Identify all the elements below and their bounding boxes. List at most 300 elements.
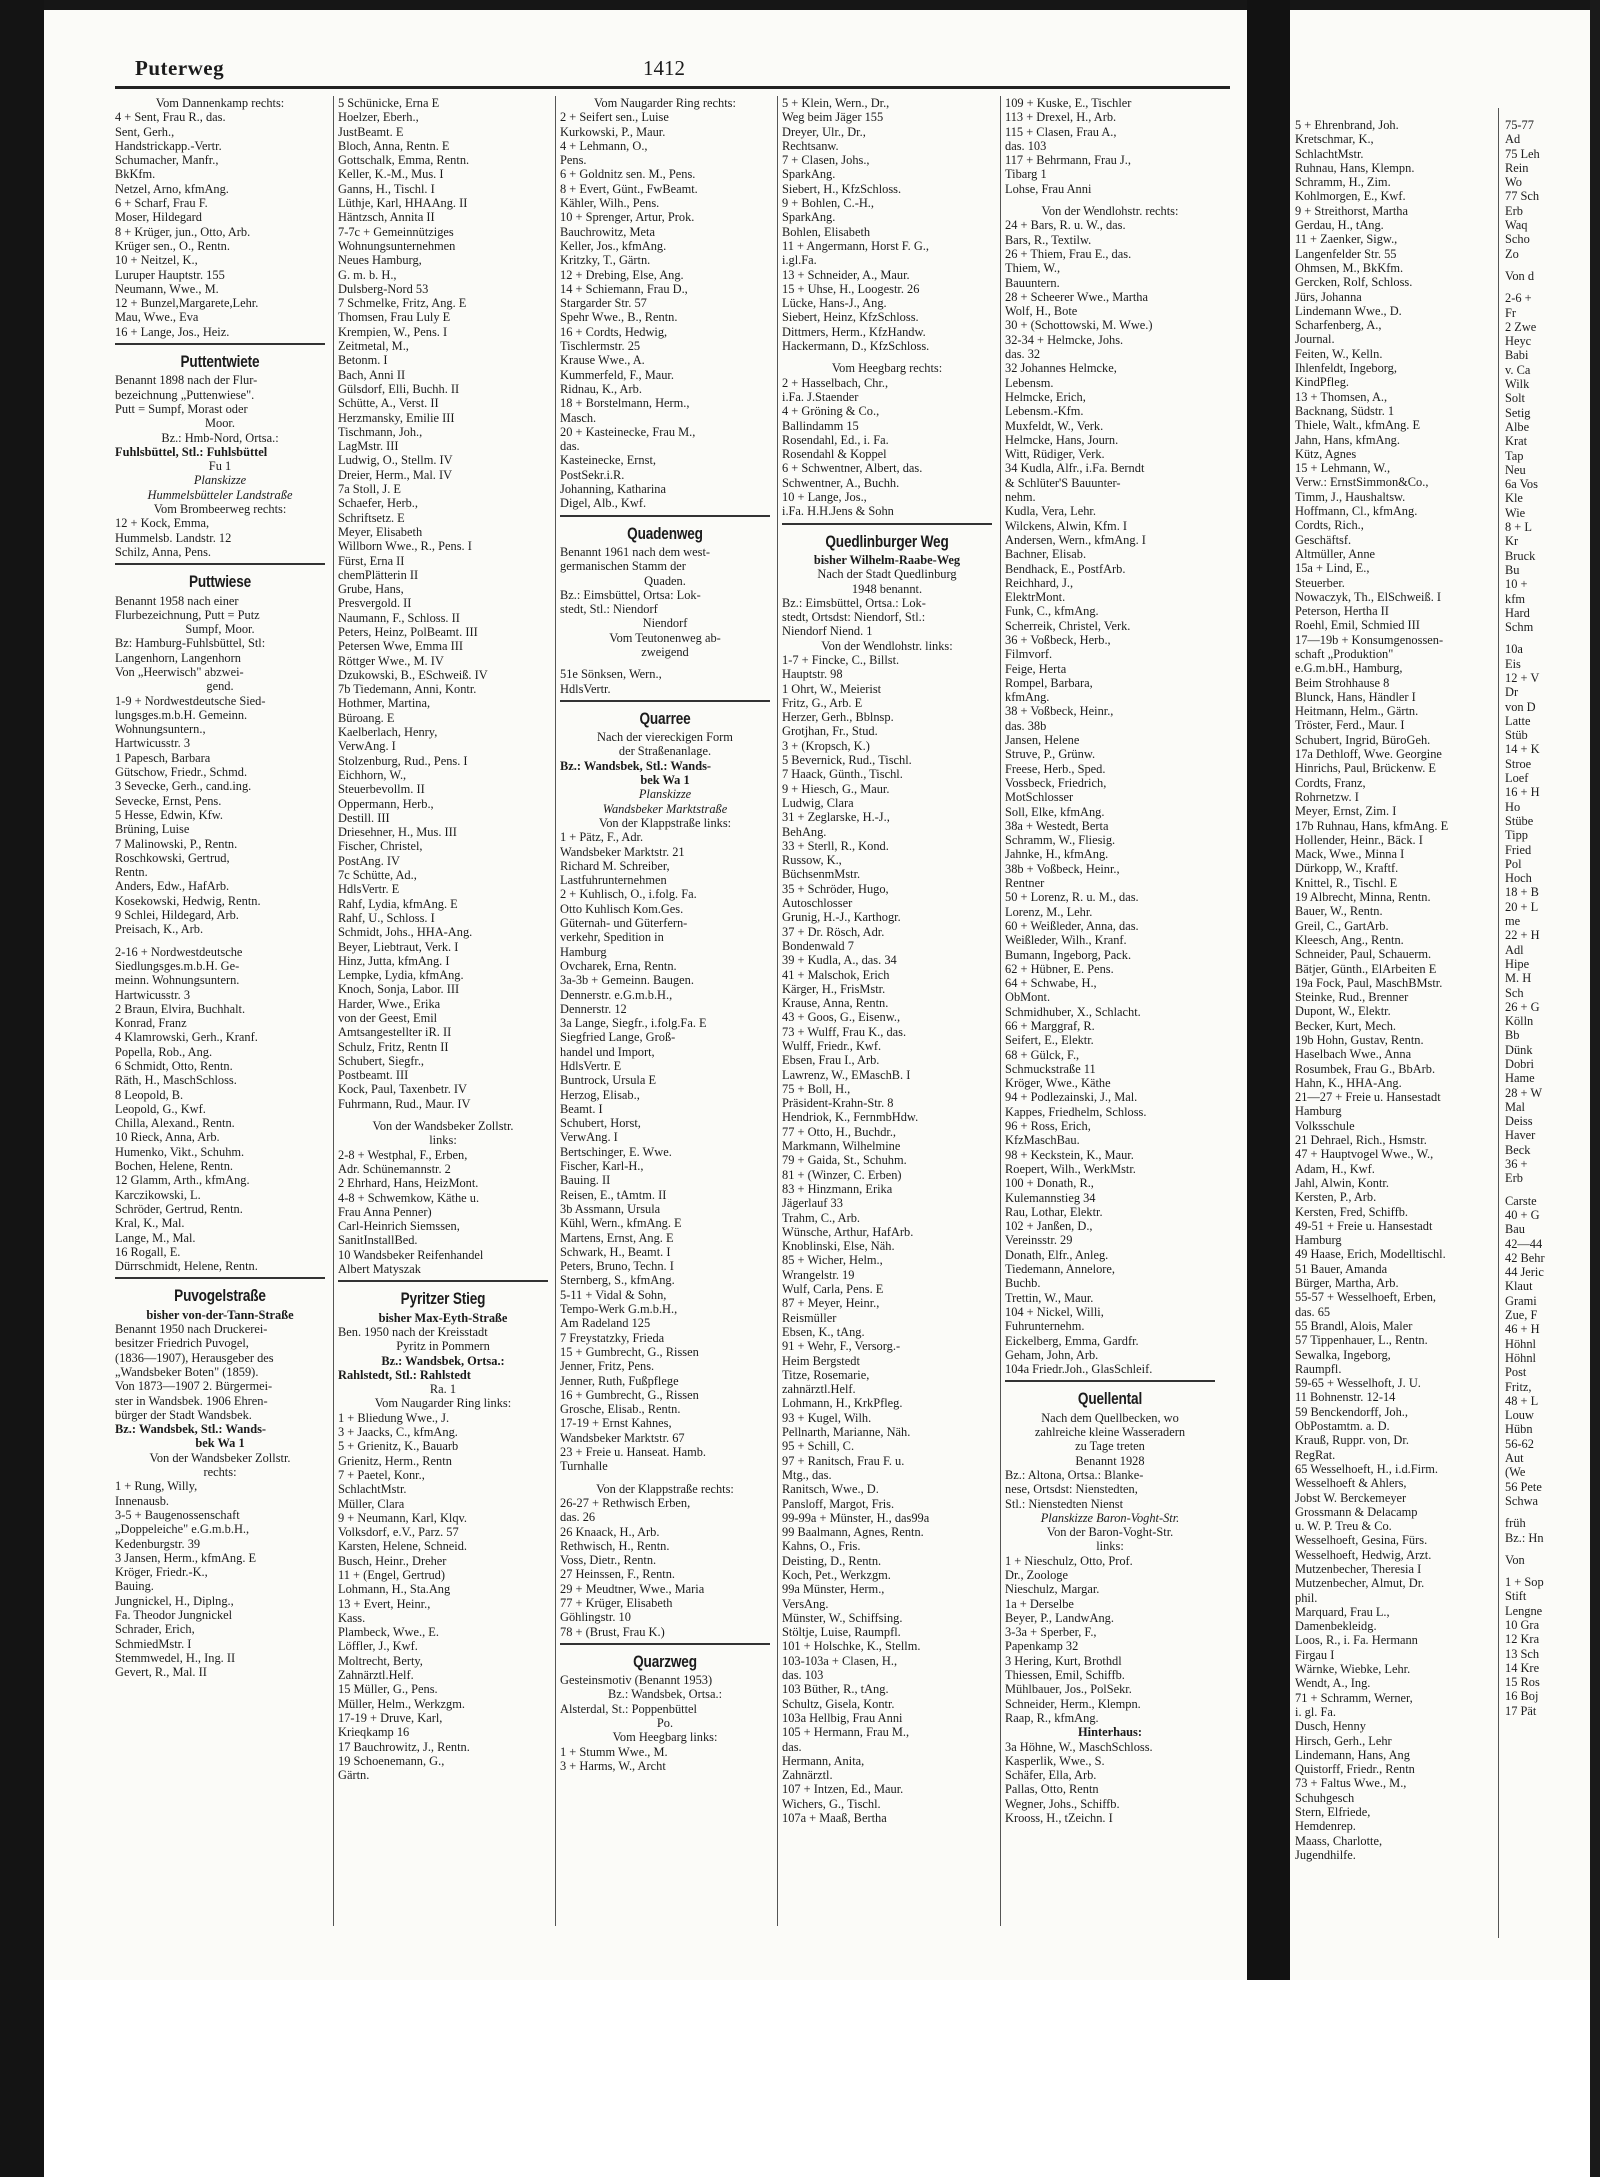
facing-page-entry: Ohmsen, M., BkKfm. — [1295, 260, 1404, 275]
directory-column-5 — [1005, 96, 1215, 1976]
facing-page-entry: phil. — [1295, 1590, 1318, 1605]
facing-page-entry: (We — [1505, 1465, 1526, 1480]
directory-entry: Lohmann, H., KrkPfleg. — [782, 1396, 903, 1411]
facing-page-entry: Backnang, Südstr. 1 — [1295, 403, 1395, 418]
facing-page-entry: Aut — [1505, 1451, 1524, 1466]
directory-entry: Harder, Wwe., Erika — [338, 996, 441, 1011]
directory-entry: Wilckens, Alwin, Kfm. I — [1005, 518, 1128, 533]
facing-page-entry — [1505, 634, 1590, 642]
directory-entry: SparkAng. — [782, 167, 836, 182]
directory-entry: Jenner, Ruth, Fußpflege — [560, 1373, 679, 1388]
directory-entry: Ludwig, Clara — [782, 795, 854, 810]
directory-entry: bisher Wilhelm-Raabe-Weg — [813, 552, 961, 567]
facing-page-entry: 11 Bohnenstr. 12-14 — [1295, 1390, 1396, 1405]
facing-page-entry: 13 + Thomsen, A., — [1295, 389, 1388, 404]
directory-entry: 3 + Jaacks, C., kfmAng. — [338, 1425, 458, 1440]
directory-entry: Filmvorf. — [1005, 647, 1053, 662]
directory-entry: Destill. III — [338, 810, 390, 825]
directory-entry: Zeitmetal, M., — [338, 339, 409, 354]
directory-entry: JustBeamt. E — [338, 124, 404, 139]
directory-entry: Bauchrowitz, Meta — [560, 224, 655, 239]
directory-entry: Pens. — [560, 153, 587, 168]
directory-entry: 9 + Bohlen, C.-H., — [782, 196, 874, 211]
directory-entry: Bochen, Helene, Rentn. — [115, 1159, 234, 1174]
directory-entry: 30 + (Schottowski, M. Wwe.) — [1005, 318, 1153, 333]
facing-page-entry: 42 Behr — [1505, 1250, 1545, 1265]
directory-entry: Siebert, H., KfzSchloss. — [782, 181, 902, 196]
directory-entry: Karsten, Helene, Schneid. — [338, 1539, 468, 1554]
directory-entry: 60 + Weißleder, Anna, das. — [1005, 918, 1139, 933]
directory-entry: 12 + Bunzel,Margarete,Lehr. — [115, 296, 259, 311]
directory-entry: Postbeamt. III — [338, 1068, 409, 1083]
facing-page-entry: 11 + Zaenker, Sigw., — [1295, 232, 1398, 247]
directory-entry: 85 + Wicher, Helm., — [782, 1253, 883, 1268]
facing-page-entry: Hirsch, Gerh., Lehr — [1295, 1733, 1392, 1748]
directory-entry: Pyritz in Pommern — [396, 1339, 490, 1354]
directory-entry: 3 Sevecke, Gerh., cand.ing. — [115, 779, 252, 794]
directory-entry: Ludwig, O., Stellm. IV — [338, 453, 453, 468]
facing-page-entry: Höhnl — [1505, 1350, 1536, 1365]
facing-page-entry: Tap — [1505, 448, 1524, 463]
facing-page-entry: Wilk — [1505, 377, 1530, 392]
directory-entry: Turnhalle — [560, 1459, 608, 1474]
directory-entry: Mühlbauer, Jos., PolSekr. — [1005, 1682, 1132, 1697]
directory-column-1 — [115, 96, 325, 1976]
directory-entry: lungsges.m.b.H. Gemeinn. — [115, 707, 248, 722]
facing-page-entry: Dünk — [1505, 1042, 1533, 1057]
directory-entry — [1005, 196, 1215, 204]
directory-entry: 1-9 + Nordwestdeutsche Sied- — [115, 693, 266, 708]
directory-entry: Deisting, D., Rentn. — [782, 1553, 882, 1568]
facing-page-entry: Krauß, Ruppr. von, Dr. — [1295, 1433, 1409, 1448]
directory-entry: zahnärztl.Helf. — [782, 1382, 856, 1397]
directory-entry: Wulff, Friedr., Kwf. — [782, 1039, 882, 1053]
facing-page-entry: Journal. — [1295, 332, 1335, 347]
directory-entry: Bz.: Wandsbek, Stl.: Wands- — [560, 758, 712, 773]
facing-page-entry: Kersten, Fred, Schiffb. — [1295, 1204, 1408, 1219]
directory-entry: Plambeck, Wwe., E. — [338, 1625, 439, 1640]
directory-entry: 10 Rieck, Anna, Arb. — [115, 1130, 220, 1145]
directory-entry: Löffler, J., Kwf. — [338, 1639, 418, 1654]
facing-page-entry: 2-6 + — [1505, 291, 1532, 306]
directory-entry: Helmcke, Erich, — [1005, 389, 1086, 404]
directory-entry: Zahnärztl.Helf. — [338, 1668, 414, 1683]
directory-entry: Jenner, Fritz, Pens. — [560, 1359, 655, 1374]
directory-entry: Thomsen, Frau Luly E — [338, 310, 451, 325]
facing-page-entry: Thiele, Walt., kfmAng. E — [1295, 418, 1421, 433]
facing-page-entry: Wesselhoeft & Ahlers, — [1295, 1476, 1407, 1491]
directory-entry: Mau, Wwe., Eva — [115, 310, 199, 325]
facing-page-entry: Höhnl — [1505, 1336, 1536, 1351]
directory-entry: Wohnungsuntern., — [115, 722, 206, 737]
directory-entry: 93 + Kugel, Wilh. — [782, 1410, 872, 1425]
directory-entry: 1 + Stumm Wwe., M. — [560, 1744, 668, 1759]
directory-entry: das. — [782, 1739, 802, 1754]
facing-page-entry — [1505, 1186, 1590, 1194]
directory-entry: Münster, W., Schiffsing. — [782, 1610, 903, 1625]
section-divider — [115, 1277, 325, 1279]
directory-entry: Kummerfeld, F., Maur. — [560, 367, 674, 382]
directory-entry: Donath, Elfr., Anleg. — [1005, 1247, 1109, 1262]
directory-entry: Ganns, H., Tischl. I — [338, 181, 435, 196]
facing-page-entry: 18 + B — [1505, 885, 1539, 900]
directory-entry: Räth, H., MaschSchloss. — [115, 1073, 237, 1088]
directory-entry: Hummelsb. Landstr. 12 — [115, 530, 232, 545]
facing-page-entry: Fr — [1505, 305, 1517, 320]
facing-page-entry: Hipe — [1505, 956, 1530, 971]
directory-entry: Knoch, Sonja, Labor. III — [338, 982, 460, 997]
facing-page-entry: 15a + Lind, E., — [1295, 561, 1370, 576]
facing-page-entry: 19b Hohn, Gustav, Rentn. — [1295, 1033, 1424, 1047]
directory-entry: Schrader, Erich, — [115, 1622, 195, 1637]
directory-entry: nese, Ortsdst: Nienstedten, — [1005, 1482, 1138, 1497]
directory-entry: Fischer, Karl-H., — [560, 1159, 644, 1174]
directory-entry: Kulemannstieg 34 — [1005, 1190, 1096, 1205]
facing-page-entry: 77 Sch — [1505, 189, 1540, 204]
directory-entry: Benannt 1928 — [1075, 1453, 1145, 1468]
facing-page-entry: Schneider, Paul, Schauerm. — [1295, 947, 1432, 962]
directory-entry: Rentner — [1005, 876, 1045, 891]
directory-entry: 104 + Nickel, Willi, — [1005, 1304, 1104, 1319]
section-divider — [560, 515, 770, 517]
facing-page-entry: Becker, Kurt, Mech. — [1295, 1018, 1397, 1033]
directory-entry: 68 + Gülck, F., — [1005, 1047, 1080, 1062]
directory-entry: Bondenwald 7 — [782, 938, 854, 953]
scan-border-right — [1590, 0, 1600, 2177]
facing-page-entry: Tröster, Ferd., Maur. I — [1295, 718, 1405, 733]
directory-entry: 98 + Keckstein, K., Maur. — [1005, 1147, 1134, 1162]
directory-entry: 12 + Kock, Emma, — [115, 516, 210, 531]
facing-page-entry: Bätjer, Günth., ElArbeiten E — [1295, 961, 1437, 976]
directory-entry — [560, 659, 770, 667]
directory-entry: 103 Büther, R., tAng. — [782, 1682, 889, 1697]
facing-page-entry: 56 Pete — [1505, 1479, 1542, 1494]
section-divider — [560, 700, 770, 702]
facing-page-entry: 56-62 — [1505, 1436, 1534, 1451]
directory-entry: Johanning, Katharina — [560, 482, 666, 497]
directory-entry: rechts: — [203, 1465, 237, 1480]
facing-page-entry: ObPostamtm. a. D. — [1295, 1419, 1390, 1434]
directory-entry: Schäfer, Ella, Arb. — [1005, 1768, 1097, 1783]
directory-entry: Fritz, G., Arb. E — [782, 695, 863, 710]
directory-entry: links: — [1096, 1539, 1124, 1554]
directory-entry: 1 + Pätz, F., Adr. — [560, 830, 644, 845]
directory-entry: Neumann, Wwe., M. — [115, 281, 219, 296]
facing-page-entry: 59 Benckendorff, Joh., — [1295, 1404, 1408, 1419]
facing-page-column-2 — [1505, 118, 1590, 1978]
facing-page-entry: 17b Ruhnau, Hans, kfmAng. E — [1295, 818, 1449, 833]
directory-entry: 8 Leopold, B. — [115, 1087, 184, 1102]
directory-entry: 7a Stoll, J. E — [338, 482, 401, 497]
directory-entry: 102 + Janßen, D., — [1005, 1219, 1093, 1234]
facing-page-entry: Cordts, Franz, — [1295, 775, 1366, 790]
directory-entry: 38b + Voßbeck, Heinr., — [1005, 861, 1120, 876]
facing-page-entry: 14 + K — [1505, 742, 1540, 757]
directory-entry: Sumpf, Moor. — [185, 622, 255, 637]
directory-entry: Dreier, Herm., Mal. IV — [338, 467, 453, 482]
facing-page-entry: Quistorff, Friedr., Rentn — [1295, 1762, 1415, 1777]
directory-entry: bisher Max-Eyth-Straße — [378, 1310, 508, 1325]
directory-entry: Von „Heerwisch" abzwei- — [115, 664, 244, 679]
header-rule — [115, 86, 1230, 89]
directory-entry: ster in Wandsbek. 1906 Ehren- — [115, 1393, 268, 1408]
directory-entry: HdlsVertr. E — [338, 882, 400, 897]
facing-page-entry: 2 Zwe — [1505, 319, 1537, 334]
directory-entry: 4-8 + Schwemkow, Käthe u. — [338, 1190, 480, 1205]
facing-page-entry: Damenbekleidg. — [1295, 1619, 1377, 1634]
directory-entry: Von der Wandsbeker Zollstr. — [372, 1119, 514, 1134]
facing-page-entry: Dupont, W., Elektr. — [1295, 1004, 1391, 1019]
directory-entry: 7 Freystatzky, Frieda — [560, 1330, 665, 1345]
facing-page-entry: Gercken, Rolf, Schloss. — [1295, 275, 1413, 290]
directory-column-2 — [338, 96, 548, 1976]
facing-page-entry: Fritz, — [1505, 1379, 1532, 1394]
facing-page-entry: Scho — [1505, 232, 1530, 247]
facing-page-entry: Kersten, P., Arb. — [1295, 1190, 1377, 1205]
facing-page-entry: 49-51 + Freie u. Hansestadt — [1295, 1218, 1433, 1233]
facing-page-entry: Stift — [1505, 1589, 1527, 1604]
facing-page-entry: Grami — [1505, 1293, 1537, 1308]
directory-entry: Oppermann, Herb., — [338, 796, 434, 811]
facing-page-entry: Hame — [1505, 1071, 1535, 1086]
directory-entry: Vossbeck, Friedrich, — [1005, 775, 1107, 790]
directory-entry: 20 + Kasteinecke, Frau M., — [560, 424, 696, 439]
directory-entry: Karczikowski, L. — [115, 1187, 201, 1202]
directory-entry: Lempke, Lydia, kfmAng. — [338, 968, 464, 983]
directory-entry: 5 Bevernick, Rud., Tischl. — [782, 753, 912, 768]
facing-page-entry: Hahn, K., HHA-Ang. — [1295, 1075, 1402, 1090]
directory-entry: Sevecke, Ernst, Pens. — [115, 793, 222, 808]
directory-entry: Gottschalk, Emma, Rentn. — [338, 153, 470, 168]
directory-entry: 5-11 + Vidal & Sohn, — [560, 1287, 667, 1302]
directory-entry: 17 Bauchrowitz, J., Rentn. — [338, 1739, 470, 1754]
facing-page-entry: Dürkopp, W., Kraftf. — [1295, 861, 1399, 876]
directory-entry: i.Fa. J.Staender — [782, 389, 859, 404]
facing-page-entry — [1505, 1545, 1590, 1553]
directory-entry: Kasteinecke, Ernst, — [560, 453, 656, 468]
section-divider — [115, 343, 325, 345]
directory-entry: Andersen, Wern., kfmAng. I — [1005, 532, 1146, 547]
directory-entry: Reisen, E., tAmtm. II — [560, 1187, 667, 1202]
facing-page-entry: Beim Strohhause 8 — [1295, 675, 1390, 690]
directory-entry: Bz.: Wandsbek, Ortsa.: — [381, 1353, 505, 1368]
facing-page-entry: Post — [1505, 1365, 1527, 1380]
facing-page-entry: Jürs, Johanna — [1295, 289, 1362, 304]
directory-entry: Ra. 1 — [429, 1382, 457, 1397]
facing-page-entry: Schubert, Ingrid, BüroGeh. — [1295, 732, 1431, 747]
directory-entry: SparkAng. — [782, 210, 836, 225]
directory-entry: 1 + Bliedung Wwe., J. — [338, 1410, 450, 1425]
facing-page-entry: Zo — [1505, 246, 1519, 261]
directory-entry: 38a + Westedt, Berta — [1005, 818, 1109, 833]
directory-entry: Beyer, P., LandwAng. — [1005, 1610, 1114, 1625]
directory-entry: 99-99a + Münster, H., das99a — [782, 1510, 930, 1525]
directory-entry: Vereinsstr. 29 — [1005, 1233, 1073, 1248]
facing-page-entry: Mutzenbecher, Almut, Dr. — [1295, 1576, 1425, 1591]
directory-entry: Preisach, K., Arb. — [115, 922, 204, 937]
directory-entry: Bohlen, Elisabeth — [782, 224, 871, 239]
directory-entry: 26 Knaack, H., Arb. — [560, 1524, 660, 1539]
directory-entry: Muxfeldt, W., Verk. — [1005, 418, 1104, 433]
directory-entry: das. 38b — [1005, 718, 1047, 733]
directory-entry: 9 Schlei, Hildegard, Arb. — [115, 908, 239, 923]
directory-entry: 1-7 + Fincke, C., Billst. — [782, 652, 900, 667]
directory-entry: Bauing. — [115, 1579, 154, 1594]
facing-page-entry: Hinrichs, Paul, Brückenw. E — [1295, 761, 1436, 776]
directory-entry: Moor. — [205, 416, 235, 431]
directory-entry: Masch. — [560, 410, 597, 425]
directory-entry: 77 + Krüger, Elisabeth — [560, 1595, 673, 1610]
directory-entry: Schramm, W., Fliesig. — [1005, 833, 1116, 848]
directory-entry: Freese, Herb., Sped. — [1005, 761, 1106, 776]
directory-entry: 4 Klamrowski, Gerh., Kranf. — [115, 1030, 258, 1045]
directory-entry: Schwentner, A., Buchh. — [782, 475, 900, 490]
directory-entry: 23 + Freie u. Hanseat. Hamb. — [560, 1445, 707, 1460]
page-number: 1412 — [643, 56, 685, 80]
directory-entry: 26-27 + Rethwisch Erben, — [560, 1495, 691, 1510]
directory-entry: 73 + Wulff, Frau K., das. — [782, 1024, 907, 1039]
directory-entry: kfmAng. — [1005, 690, 1050, 705]
directory-entry: HdlsVertr. — [560, 681, 611, 696]
facing-page-entry — [1505, 1567, 1590, 1575]
directory-entry: 32 Johannes Helmcke, — [1005, 361, 1117, 376]
directory-entry: Kedenburgstr. 39 — [115, 1536, 201, 1551]
directory-entry: Hinterhaus: — [1077, 1725, 1143, 1740]
directory-entry: VerwAng. I — [560, 1130, 618, 1145]
facing-page-entry: Loef — [1505, 771, 1529, 786]
facing-page-entry: Waq — [1505, 218, 1528, 233]
directory-entry: 113 + Drexel, H., Arb. — [1005, 110, 1117, 125]
directory-entry: Bz.: Eimsbüttel, Ortsa.: Lok- — [782, 595, 926, 610]
directory-entry: 115 + Clasen, Frau A., — [1005, 124, 1117, 139]
facing-page — [1290, 10, 1590, 1980]
directory-entry: Betonm. I — [338, 353, 388, 368]
facing-page-entry: Eis — [1505, 656, 1521, 671]
directory-entry: Bloch, Anna, Rentn. E — [338, 138, 450, 153]
directory-entry: 3a Lange, Siegfr., i.folg.Fa. E — [560, 1016, 707, 1031]
directory-entry: Autoschlosser — [782, 896, 853, 911]
facing-page-entry: Neu — [1505, 462, 1526, 477]
directory-entry: Schmidt, Johs., HHA-Ang. — [338, 925, 473, 940]
facing-page-entry — [1505, 1508, 1590, 1516]
directory-entry: Krieqkamp 16 — [338, 1725, 410, 1740]
directory-entry: Pansloff, Margot, Fris. — [782, 1496, 895, 1511]
directory-entry: 1948 benannt. — [851, 581, 923, 596]
facing-page-entry: Loos, R., i. Fa. Hermann — [1295, 1633, 1418, 1648]
directory-entry: Eickelberg, Emma, Gardfr. — [1005, 1333, 1139, 1348]
directory-entry: gend. — [206, 679, 234, 694]
directory-entry: 64 + Schwabe, H., — [1005, 976, 1097, 991]
facing-page-entry: 21—27 + Freie u. Hansestadt — [1295, 1090, 1441, 1105]
facing-page-entry: Langenfelder Str. 55 — [1295, 246, 1397, 261]
directory-entry: 6 + Goldnitz sen. M., Pens. — [560, 167, 696, 182]
directory-entry: Müller, Clara — [338, 1496, 405, 1511]
directory-entry: Von 1873—1907 2. Bürgermei- — [115, 1379, 273, 1394]
directory-entry: 14 + Schiemann, Frau D., — [560, 281, 688, 296]
directory-entry: 11 + (Engel, Gertrud) — [338, 1567, 445, 1582]
directory-entry: 4 + Sent, Frau R., das. — [115, 110, 226, 125]
facing-page-entry: Kölln — [1505, 1014, 1534, 1029]
directory-entry: Lebensm. — [1005, 375, 1054, 390]
directory-entry: Niendorf — [642, 616, 688, 631]
directory-entry: 2 + Seifert sen., Luise — [560, 110, 669, 125]
directory-entry: zweigend — [641, 644, 689, 659]
facing-page-entry: Carste — [1505, 1193, 1537, 1208]
directory-entry: Seifert, E., Elektr. — [1005, 1033, 1094, 1048]
directory-entry: 8 + Evert, Günt., FwBeamt. — [560, 181, 698, 196]
directory-entry: Martens, Ernst, Ang. E — [560, 1230, 674, 1245]
directory-entry: 26 + Thiem, Frau E., das. — [1005, 246, 1132, 261]
directory-entry: Ranitsch, Wwe., D. — [782, 1482, 879, 1497]
directory-entry: PostSekr.i.R. — [560, 467, 625, 482]
directory-entry: Putt = Sumpf, Morast oder — [115, 401, 248, 416]
directory-entry: Russow, K., — [782, 853, 842, 868]
facing-page-entry: das. 65 — [1295, 1304, 1331, 1319]
facing-page-entry: Hoffmann, Cl., kfmAng. — [1295, 504, 1418, 519]
directory-entry: Vom Naugarder Ring rechts: — [594, 96, 736, 110]
directory-entry: Wolf, H., Bote — [1005, 304, 1078, 319]
directory-entry: 34 Kudla, Alfr., i.Fa. Berndt — [1005, 461, 1145, 476]
facing-page-entry: Lengne — [1505, 1603, 1543, 1618]
directory-entry: bürger der Stadt Wandsbek. — [115, 1407, 252, 1422]
directory-entry: SchmiedMstr. I — [115, 1636, 192, 1651]
directory-entry: Schmidhuber, X., Schlacht. — [1005, 1004, 1141, 1019]
directory-entry: 24 + Bars, R. u. W., das. — [1005, 218, 1126, 233]
facing-page-entry: KindPfleg. — [1295, 375, 1350, 390]
directory-entry: Fuhrmann, Rud., Maur. IV — [338, 1096, 471, 1111]
directory-entry: Lebensm.-Kfm. — [1005, 404, 1084, 419]
directory-entry: 7 Malinowski, P., Rentn. — [115, 836, 238, 851]
directory-entry: Bz.: Wandsbek, Stl.: Wands- — [115, 1422, 267, 1437]
directory-entry: ElektrMont. — [1005, 590, 1066, 605]
directory-column-3 — [560, 96, 770, 1976]
facing-page-entry: Knittel, R., Tischl. E — [1295, 875, 1398, 890]
directory-entry: Peters, Bruno, Techn. I — [560, 1259, 674, 1274]
directory-entry: 95 + Schill, C. — [782, 1439, 855, 1454]
directory-entry: germanischen Stamm der — [560, 559, 686, 574]
directory-entry: Ebsen, Frau I., Arb. — [782, 1053, 880, 1068]
street-heading: Puvogelstraße — [174, 1286, 266, 1306]
facing-page-entry: Hamburg — [1295, 1104, 1342, 1119]
street-heading: Quarree — [639, 708, 691, 728]
directory-entry: 100 + Donath, R., — [1005, 1176, 1094, 1191]
facing-page-entry: SchlachtMstr. — [1295, 146, 1364, 161]
directory-entry: Sent, Gerh., — [115, 124, 175, 139]
facing-page-entry: Steinke, Rud., Brenner — [1295, 990, 1409, 1005]
directory-entry: Schubert, Siegfr., — [338, 1053, 425, 1068]
directory-entry: Roschkowski, Gertrud, — [115, 850, 230, 865]
directory-entry: Lüthje, Karl, HHAAng. II — [338, 196, 468, 211]
directory-entry: Wohnungsunternehmen — [338, 238, 456, 253]
directory-entry: Kärger, H., FrisMstr. — [782, 981, 886, 996]
directory-entry: Herzog, Elisab., — [560, 1087, 640, 1102]
directory-entry: Tiedemann, Annelore, — [1005, 1262, 1116, 1277]
directory-entry: ObMont. — [1005, 990, 1051, 1005]
directory-entry: Planskizze — [638, 787, 692, 802]
directory-entry: Moltrecht, Berty, — [338, 1653, 423, 1668]
facing-page-entry: Kretschmar, K., — [1295, 132, 1374, 147]
directory-entry: Rompel, Barbara, — [1005, 675, 1093, 690]
facing-page-entry: 55 Brandl, Alois, Maler — [1295, 1318, 1413, 1333]
directory-entry: Rentn. — [115, 865, 148, 880]
facing-page-entry: Jahn, Hans, kfmAng. — [1295, 432, 1400, 447]
directory-entry: Bz.: Hmb-Nord, Ortsa.: — [161, 430, 279, 445]
directory-entry: Peters, Heinz, PolBeamt. III — [338, 624, 478, 639]
directory-entry: Ben. 1950 nach der Kreisstadt — [338, 1324, 488, 1339]
directory-entry: stedt, Stl.: Niendorf — [560, 602, 658, 617]
directory-entry: 3-5 + Baugenossenschaft — [115, 1507, 240, 1522]
scan-border-top — [0, 0, 1600, 10]
